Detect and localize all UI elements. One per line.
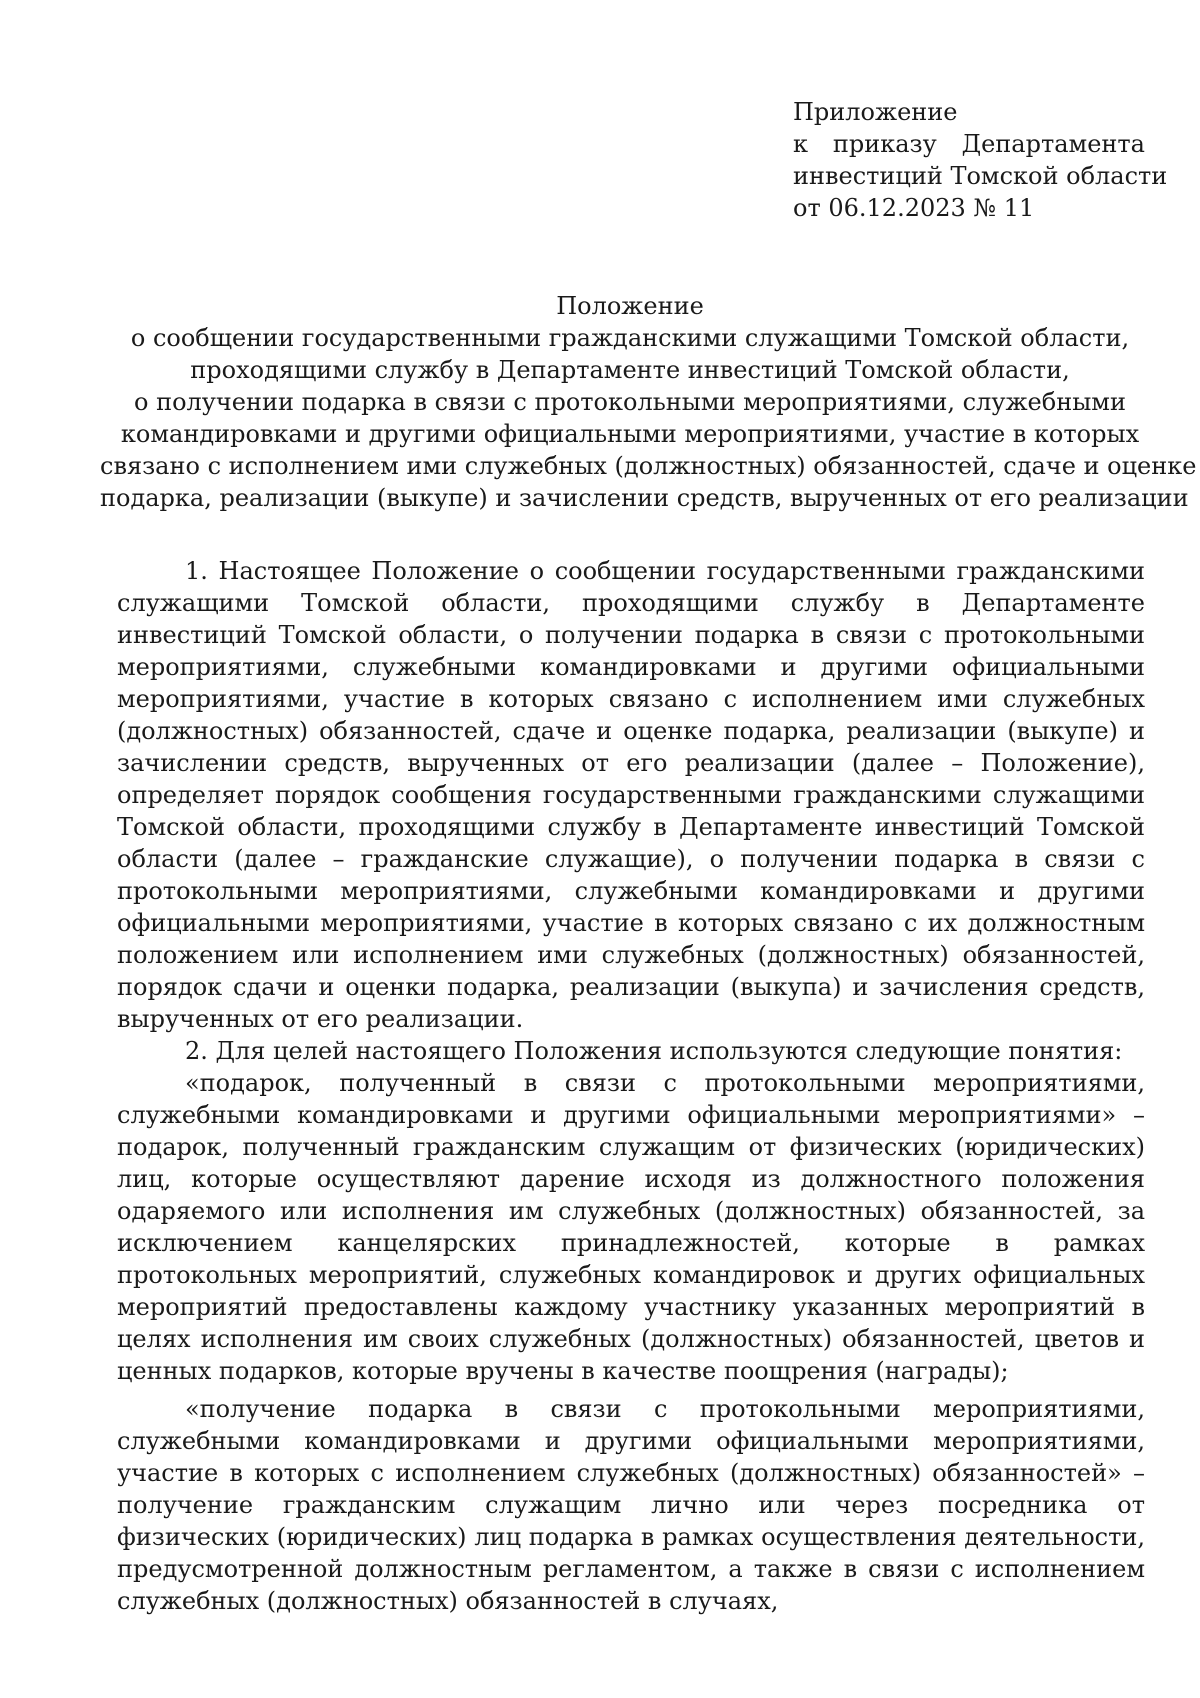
- title-line: проходящими службу в Департаменте инвестиций Томской области,: [190, 356, 1070, 384]
- title-line: Положение: [556, 292, 704, 320]
- title-line: связано с исполнением ими служебных (должностных) обязанностей, сдаче и оценке: [100, 452, 1197, 480]
- document-title: [100, 290, 1197, 514]
- appendix-line-2: [793, 128, 1145, 160]
- title-line: о сообщении государственными гражданскими служащими Томской области,: [130, 324, 1130, 352]
- appendix-word: приказу: [832, 130, 937, 158]
- title-line: подарка, реализации (выкупе) и зачислении средств, вырученных от его реализации: [100, 484, 1189, 512]
- appendix-word: к: [793, 130, 808, 158]
- paragraph-2: 2. Для целей настоящего Положения используются следующие понятия:: [185, 1037, 1123, 1065]
- appendix-line-4: от 06.12.2023 № 11: [793, 194, 1035, 222]
- definition-receiving-gift: «получение подарка в связи с протокольными мероприятиями, служебными командировками и другими официальными мероприятиями, участие в которых с исполнением служебных (должностных) обязанностей» – получение гражданским служащим лично или через посредника от физических (юридических) лиц подарка в рамках осуществления деятельности, предусмотренной должностным регламентом, а также в связи с исполнением служебных (должностных) обязанностей в случаях,: [117, 1395, 1145, 1615]
- definition-gift: «подарок, полученный в связи с протокольными мероприятиями, служебными командировками и другими официальными мероприятиями» – подарок, полученный гражданским служащим от физических (юридических) лиц, которые осуществляют дарение исходя из должностного положения одаряемого или исполнения им служебных (должностных) обязанностей, за исключением канцелярских принадлежностей, которые в рамках протокольных мероприятий, служебных командировок и других официальных мероприятий предоставлены каждому участнику указанных мероприятий в целях исполнения им своих служебных (должностных) обязанностей, цветов и ценных подарков, которые вручены в качестве поощрения (награды);: [117, 1069, 1145, 1385]
- title-line: о получении подарка в связи с протокольными мероприятиями, служебными: [134, 388, 1126, 416]
- appendix-header: [793, 96, 1168, 224]
- title-line: командировками и другими официальными мероприятиями, участие в которых: [120, 420, 1140, 448]
- paragraph-1: 1. Настоящее Положение о сообщении государственными гражданскими служащими Томской области, проходящими службу в Департаменте инвестиций Томской области, о получении подарка в связи с протокольными мероприятиями, служебными командировками и другими официальными мероприятиями, участие в которых связано с исполнением ими служебных (должностных) обязанностей, сдаче и оценке подарка, реализации (выкупе) и зачислении средств, вырученных от его реализации (далее – Положение), определяет порядок сообщения государственными гражданскими служащими Томской области, проходящими службу в Департаменте инвестиций Томской области (далее – гражданские служащие), о получении подарка в связи с протокольными мероприятиями, служебными командировками и другими официальными мероприятиями, участие в которых связано с их должностным положением или исполнением ими служебных (должностных) обязанностей, порядок сдачи и оценки подарка, реализации (выкупа) и зачисления средств, вырученных от его реализации.: [117, 557, 1145, 1033]
- appendix-line-1: Приложение: [793, 98, 958, 126]
- appendix-word: Департамента: [961, 130, 1145, 158]
- appendix-line-3: инвестиций Томской области: [793, 162, 1168, 190]
- document-body: [117, 555, 1145, 1617]
